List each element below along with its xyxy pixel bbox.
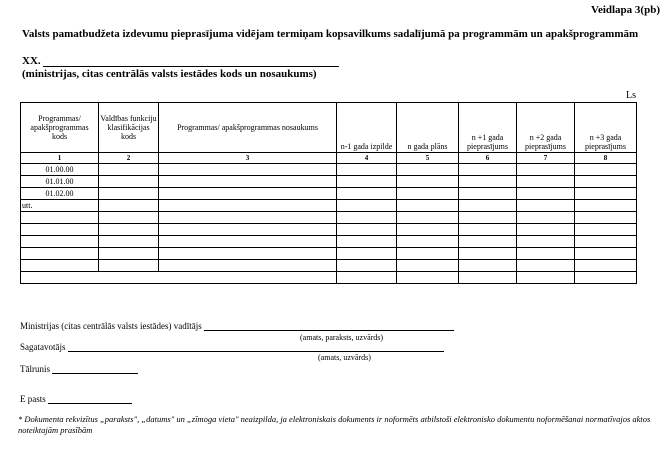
col-header-program-code: Programmas/ apakšprogrammas kods [21, 103, 99, 153]
table-row [21, 176, 637, 188]
col-header-n-plus-1: n +1 gada pieprasījums [459, 103, 517, 153]
table-cell[interactable] [159, 164, 337, 176]
table-cell[interactable] [517, 200, 575, 212]
table-row [21, 212, 637, 224]
col-number: 8 [575, 153, 637, 164]
table-cell[interactable] [159, 260, 337, 272]
phone-field[interactable] [52, 364, 138, 374]
ministry-hint: (ministrijas, citas centrālās valsts iestādes kods un nosaukums) [22, 68, 317, 80]
table-cell[interactable] [517, 260, 575, 272]
table-cell[interactable] [459, 248, 517, 260]
phone-line [20, 364, 138, 374]
footnote: * Dokumenta rekvizītus „paraksts", „datums" un „zīmoga vieta" neaizpilda, ja elektroniskais dokuments ir noformēts atbilstoši elektronisko dokumentu noformēšanai normatīvajos aktos noteiktajām prasībām [18, 414, 651, 435]
head-signature-field[interactable] [204, 321, 454, 331]
col-number: 4 [337, 153, 397, 164]
prepared-by-label: Sagatavotājs [20, 342, 66, 352]
prepared-by-hint: (amats, uzvārds) [318, 353, 371, 362]
table-cell[interactable] [517, 188, 575, 200]
table-cell[interactable] [575, 188, 637, 200]
table-cell[interactable] [397, 272, 459, 284]
table-cell[interactable] [337, 236, 397, 248]
table-cell[interactable] [159, 200, 337, 212]
table-cell[interactable] [575, 248, 637, 260]
program-code-cell[interactable] [21, 236, 99, 248]
table-cell[interactable] [517, 176, 575, 188]
head-signature-line [20, 321, 454, 331]
table-row [21, 236, 637, 248]
table-cell[interactable] [459, 176, 517, 188]
table-cell[interactable] [575, 272, 637, 284]
currency-label: Ls [626, 90, 636, 101]
col-number: 6 [459, 153, 517, 164]
table-cell[interactable] [517, 236, 575, 248]
table-cell[interactable] [397, 164, 459, 176]
budget-summary-table [20, 102, 637, 284]
col-header-n-plus-3: n +3 gada pieprasījums [575, 103, 637, 153]
table-cell[interactable] [337, 272, 397, 284]
table-cell[interactable] [397, 248, 459, 260]
table-cell[interactable] [397, 236, 459, 248]
form-id: Veidlapa 3(pb) [591, 4, 660, 16]
table-cell[interactable] [159, 248, 337, 260]
table-cell[interactable] [575, 260, 637, 272]
column-number-row [21, 153, 637, 164]
program-code-cell[interactable] [21, 212, 99, 224]
head-signature-label: Ministrijas (citas centrālās valsts iestādes) vadītājs [20, 321, 202, 331]
ministry-code: XX. [22, 55, 41, 67]
col-number: 7 [517, 153, 575, 164]
table-cell[interactable] [575, 224, 637, 236]
program-code-cell[interactable]: 01.02.00 [21, 188, 99, 200]
table-cell[interactable] [459, 224, 517, 236]
table-cell[interactable] [397, 188, 459, 200]
table-row [21, 260, 637, 272]
table-row [21, 164, 637, 176]
table-cell[interactable] [517, 248, 575, 260]
table-cell[interactable] [337, 248, 397, 260]
table-cell[interactable] [517, 212, 575, 224]
table-header-row [21, 103, 637, 153]
table-cell[interactable] [337, 164, 397, 176]
table-cell[interactable] [99, 248, 159, 260]
ministry-code-underline [43, 56, 339, 67]
phone-label: Tālrunis [20, 364, 50, 374]
total-label-cell[interactable] [21, 272, 337, 284]
head-signature-hint: (amats, paraksts, uzvārds) [300, 333, 384, 342]
table-cell[interactable] [459, 164, 517, 176]
table-cell[interactable] [397, 176, 459, 188]
table-cell[interactable] [397, 260, 459, 272]
table-cell[interactable] [159, 188, 337, 200]
table-cell[interactable] [159, 176, 337, 188]
table-cell[interactable] [517, 272, 575, 284]
table-cell[interactable] [99, 224, 159, 236]
table-cell[interactable] [159, 212, 337, 224]
col-header-n: n gada plāns [397, 103, 459, 153]
table-cell[interactable] [575, 164, 637, 176]
table-cell[interactable] [99, 176, 159, 188]
program-code-cell[interactable]: utt. [21, 200, 99, 212]
table-row [21, 188, 637, 200]
email-field[interactable] [48, 394, 132, 404]
table-row [21, 200, 637, 212]
col-header-n-minus-1: n-1 gada izpilde [337, 103, 397, 153]
ministry-code-line [22, 55, 339, 67]
table-cell[interactable] [459, 236, 517, 248]
table-cell[interactable] [99, 200, 159, 212]
program-code-cell[interactable]: 01.00.00 [21, 164, 99, 176]
col-header-program-name: Programmas/ apakšprogrammas nosaukums [159, 103, 337, 153]
col-number: 5 [397, 153, 459, 164]
table-cell[interactable] [337, 200, 397, 212]
table-cell[interactable] [459, 188, 517, 200]
table-cell[interactable] [397, 200, 459, 212]
table-cell[interactable] [517, 224, 575, 236]
program-code-cell[interactable]: 01.01.00 [21, 176, 99, 188]
prepared-by-field[interactable] [68, 342, 444, 352]
program-code-cell[interactable] [21, 260, 99, 272]
table-cell[interactable] [159, 236, 337, 248]
prepared-by-line [20, 342, 444, 352]
table-cell[interactable] [575, 176, 637, 188]
table-cell[interactable] [459, 260, 517, 272]
table-cell[interactable] [517, 164, 575, 176]
table-cell[interactable] [337, 224, 397, 236]
col-number: 1 [21, 153, 99, 164]
table-cell[interactable] [459, 200, 517, 212]
table-cell[interactable] [337, 260, 397, 272]
email-label: E pasts [20, 394, 46, 404]
col-number: 3 [159, 153, 337, 164]
table-cell[interactable] [575, 236, 637, 248]
table-cell[interactable] [575, 212, 637, 224]
table-cell[interactable] [337, 212, 397, 224]
col-header-function-code: Valdības funkciju klasifikācijas kods [99, 103, 159, 153]
total-row [21, 272, 637, 284]
table-cell[interactable] [99, 236, 159, 248]
table-cell[interactable] [337, 188, 397, 200]
table-cell[interactable] [99, 260, 159, 272]
table-cell[interactable] [459, 212, 517, 224]
col-number: 2 [99, 153, 159, 164]
email-line [20, 394, 132, 404]
table-cell[interactable] [337, 176, 397, 188]
table-cell[interactable] [99, 164, 159, 176]
table-row [21, 248, 637, 260]
table-cell[interactable] [459, 272, 517, 284]
table-cell[interactable] [397, 212, 459, 224]
program-code-cell[interactable] [21, 248, 99, 260]
table-row [21, 224, 637, 236]
table-cell[interactable] [575, 200, 637, 212]
page-title: Valsts pamatbudžeta izdevumu pieprasījuma vidējam termiņam kopsavilkums sadalījumā pa programmām un apakšprogrammām [22, 28, 639, 40]
table-cell[interactable] [397, 224, 459, 236]
table-cell[interactable] [99, 212, 159, 224]
col-header-n-plus-2: n +2 gada pieprasījums [517, 103, 575, 153]
program-code-cell[interactable] [21, 224, 99, 236]
table-cell[interactable] [159, 224, 337, 236]
table-cell[interactable] [99, 188, 159, 200]
